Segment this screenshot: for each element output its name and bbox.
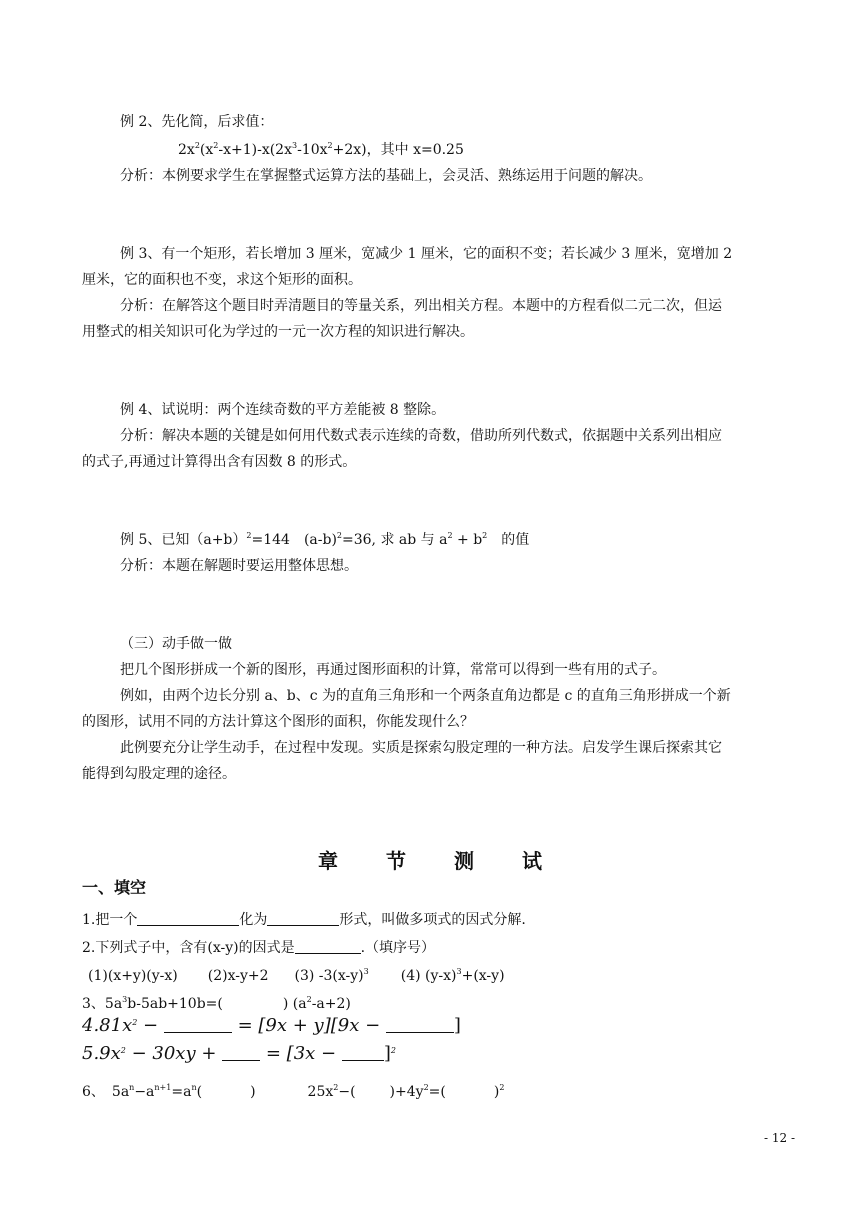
hands-on-heading: （三）动手做一做 xyxy=(120,636,232,652)
question-5: $5.9x^2 - 30xy$ + = $[3x - ]^2$ xyxy=(82,1043,396,1064)
question-3: 3、$5a^3b-5ab+10b=$( ) $(a^2-a+2)$ xyxy=(82,995,351,1012)
ex3-line1: 例 3、有一个矩形，若长增加 3 厘米，宽减少 1 厘米，它的面积不变；若长减少 3 厘米，宽增加 2 xyxy=(120,246,733,262)
question-6: 6、 $5a^n-a^{n+1}=a^n$( ) $25x^2-$( )$+4y^2=$( )$^2$ xyxy=(82,1083,505,1100)
hands-on-p3a: 此例要充分让学生动手，在过程中发现。实质是探索勾股定理的一种方法。启发学生课后探索其它 xyxy=(120,740,722,756)
ex5-line1: 例 5、已知$(a+b)^2=144$ $(a-b)^2=36$, 求 ab 与 $a^2 + b^2$ 的值 xyxy=(120,531,530,548)
ex3-analysis2: 用整式的相关知识可化为学过的一元一次方程的知识进行解决。 xyxy=(82,324,474,340)
ex2-expression: $2x^2(x^2-x+1)-x(2x^3-10x^2+2x)$，其中 x=0.25 xyxy=(178,141,464,158)
chapter-test-title: 章 节 测 试 xyxy=(318,849,542,873)
q1-blank-1[interactable] xyxy=(137,911,239,926)
q1-blank-2[interactable] xyxy=(267,911,339,926)
q5-blank-2[interactable] xyxy=(342,1044,384,1061)
ex3-line2: 厘米，它的面积也不变，求这个矩形的面积。 xyxy=(82,272,362,288)
q2-options: (1)(x+y)(y-x) (2)x-y+2 (3) $-3(x-y)^3$ (4) $(y-x)^3+(x-y)$ xyxy=(88,967,505,984)
hands-on-p3b: 能得到勾股定理的途径。 xyxy=(82,766,236,782)
q2-blank[interactable] xyxy=(295,939,361,954)
question-4: $4.81x^2$ − = [9x + y][9x − ] xyxy=(82,1015,461,1036)
hands-on-p1: 把几个图形拼成一个新的图形，再通过图形面积的计算，常常可以得到一些有用的式子。 xyxy=(120,662,666,678)
ex2-label: 例 2、先化简，后求值： xyxy=(120,114,274,130)
ex2-analysis: 分析：本例要求学生在掌握整式运算方法的基础上，会灵活、熟练运用于问题的解决。 xyxy=(120,168,652,184)
hands-on-p2b: 的图形，试用不同的方法计算这个图形的面积，你能发现什么？ xyxy=(82,714,474,730)
page-number: - 12 - xyxy=(763,1131,795,1145)
q4-blank-1[interactable] xyxy=(164,1016,232,1033)
ex4-analysis2: 的式子,再通过计算得出含有因数 8 的形式。 xyxy=(82,454,357,470)
question-2: 2.下列式子中，含有(x-y)的因式是 .（填序号） xyxy=(82,940,436,956)
question-1: 1.把一个 化为 形式，叫做多项式的因式分解. xyxy=(82,912,526,928)
q5-blank-1[interactable] xyxy=(222,1044,260,1061)
ex4-line1: 例 4、试说明：两个连续奇数的平方差能被 8 整除。 xyxy=(120,402,446,418)
ex3-analysis1: 分析：在解答这个题目时弄清题目的等量关系，列出相关方程。本题中的方程看似二元二次，但运 xyxy=(120,298,722,314)
hands-on-p2a: 例如，由两个边长分别 a、b、c 为的直角三角形和一个两条直角边都是 c 的直角三角形拼成一个新 xyxy=(120,688,731,704)
q4-blank-2[interactable] xyxy=(386,1016,454,1033)
ex5-analysis: 分析：本题在解题时要运用整体思想。 xyxy=(120,558,358,574)
ex4-analysis1: 分析：解决本题的关键是如何用代数式表示连续的奇数，借助所列代数式，依据题中关系列出相应 xyxy=(120,428,722,444)
section-fill-blank: 一、填空 xyxy=(82,878,147,897)
